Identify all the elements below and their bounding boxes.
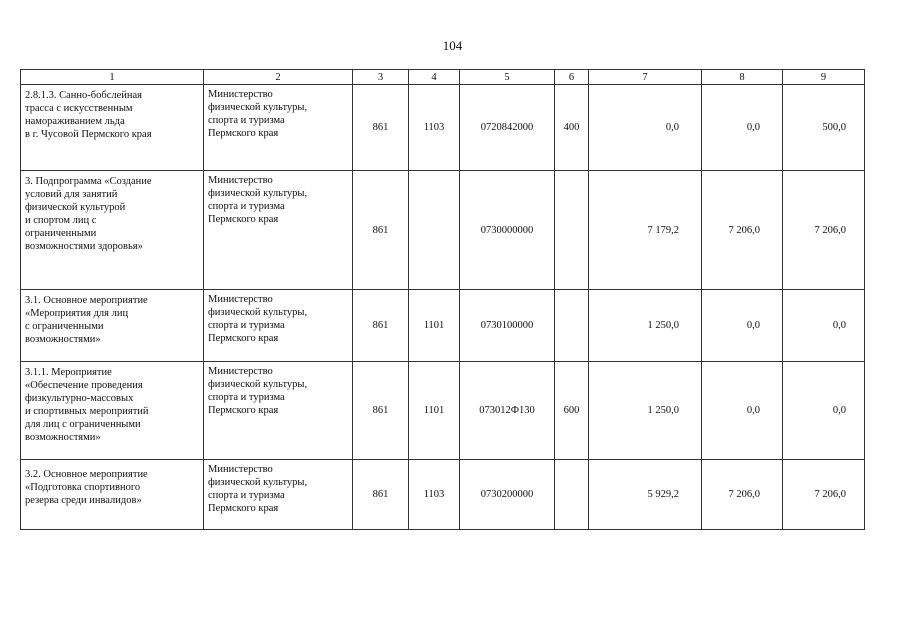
row-col7: 5 929,2 (589, 460, 702, 530)
row-col4: 1101 (409, 362, 460, 460)
row-col6 (555, 460, 589, 530)
row-col8: 7 206,0 (702, 460, 783, 530)
row-name-cell (21, 171, 204, 290)
header-cell-2: 2 (204, 70, 353, 85)
row-org: Министерство физической культуры, спорта и туризма Пермского края (208, 294, 308, 344)
row-col5: 0730000000 (460, 171, 555, 290)
row-org-cell (204, 85, 353, 171)
row-col9: 7 206,0 (783, 171, 865, 290)
row-name: 3.1.1. Мероприятие «Обеспечение проведения физкультурно-массовых и спортивных мероприятий для лиц с ограниченными возможностями» (25, 367, 149, 443)
row-org: Министерство физической культуры, спорта и туризма Пермского края (208, 464, 308, 514)
row-org: Министерство физической культуры, спорта и туризма Пермского края (208, 175, 308, 225)
row-col5: 073012Ф130 (460, 362, 555, 460)
row-name-cell (21, 460, 204, 530)
row-col7: 7 179,2 (589, 171, 702, 290)
row-name-cell (21, 362, 204, 460)
header-cell-5: 5 (460, 70, 555, 85)
row-col4: 1103 (409, 85, 460, 171)
budget-table (20, 69, 865, 530)
row-org-cell (204, 171, 353, 290)
row-org: Министерство физической культуры, спорта и туризма Пермского края (208, 366, 308, 416)
table-row (21, 362, 865, 460)
header-cell-8: 8 (702, 70, 783, 85)
row-col8: 7 206,0 (702, 171, 783, 290)
row-col7: 0,0 (589, 85, 702, 171)
row-name-cell (21, 85, 204, 171)
row-col9: 0,0 (783, 362, 865, 460)
row-col6 (555, 290, 589, 362)
row-col7: 1 250,0 (589, 290, 702, 362)
row-col3: 861 (353, 362, 409, 460)
row-col5: 0720842000 (460, 85, 555, 171)
row-col8: 0,0 (702, 290, 783, 362)
table-row (21, 460, 865, 530)
row-col7: 1 250,0 (589, 362, 702, 460)
row-col8: 0,0 (702, 85, 783, 171)
row-col4 (409, 171, 460, 290)
header-cell-6: 6 (555, 70, 589, 85)
row-col3: 861 (353, 290, 409, 362)
row-col9: 7 206,0 (783, 460, 865, 530)
header-row (21, 70, 865, 85)
row-col4: 1103 (409, 460, 460, 530)
row-col5: 0730100000 (460, 290, 555, 362)
row-col9: 500,0 (783, 85, 865, 171)
row-org-cell (204, 362, 353, 460)
row-org: Министерство физической культуры, спорта и туризма Пермского края (208, 89, 308, 139)
row-col6: 400 (555, 85, 589, 171)
page-number: 104 (442, 38, 463, 53)
row-col8: 0,0 (702, 362, 783, 460)
row-name-cell (21, 290, 204, 362)
row-name: 3. Подпрограмма «Создание условий для занятий физической культурой и спортом лиц с ограниченными возможностями здоровья» (25, 176, 152, 252)
row-col4: 1101 (409, 290, 460, 362)
row-col3: 861 (353, 85, 409, 171)
row-col6 (555, 171, 589, 290)
header-cell-9: 9 (783, 70, 865, 85)
header-cell-1: 1 (21, 70, 204, 85)
table-row (21, 85, 865, 171)
row-col6: 600 (555, 362, 589, 460)
row-org-cell (204, 460, 353, 530)
row-name: 3.2. Основное мероприятие «Подготовка спортивного резерва среди инвалидов» (25, 469, 148, 506)
row-name: 2.8.1.3. Санно-бобслейная трасса с искусственным намораживанием льда в г. Чусовой Пермского края (25, 90, 152, 140)
row-col3: 861 (353, 460, 409, 530)
row-col3: 861 (353, 171, 409, 290)
table-row (21, 171, 865, 290)
header-cell-7: 7 (589, 70, 702, 85)
table-row (21, 290, 865, 362)
row-col5: 0730200000 (460, 460, 555, 530)
row-name: 3.1. Основное мероприятие «Мероприятия для лиц с ограниченными возможностями» (25, 295, 148, 345)
row-col9: 0,0 (783, 290, 865, 362)
row-org-cell (204, 290, 353, 362)
header-cell-3: 3 (353, 70, 409, 85)
header-cell-4: 4 (409, 70, 460, 85)
